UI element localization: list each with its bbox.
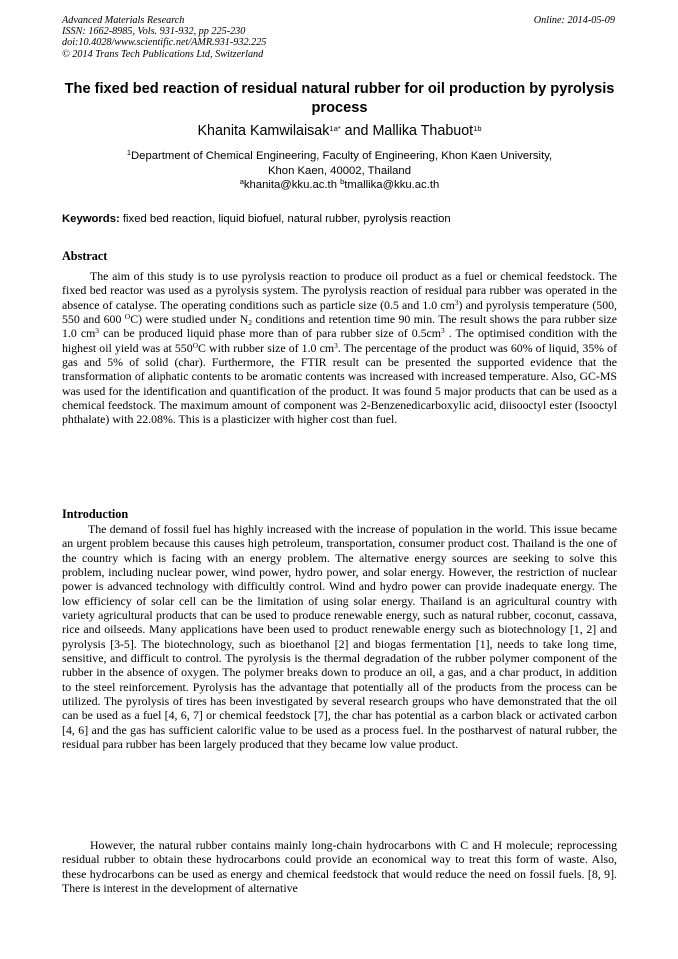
abstract-text: C with rubber size of 1.0 cm <box>198 340 335 355</box>
abstract-heading: Abstract <box>62 249 108 263</box>
paper-title: The fixed bed reaction of residual natural rubber for oil production by pyrolysis process <box>64 81 615 116</box>
abstract-text: conditions and retention time 90 min. The result shows the para rubber size 1.0 cm <box>62 312 618 341</box>
abstract-text: . The optimised condition with the highest oil yield was at 550 <box>62 326 617 355</box>
email-superscript: a <box>239 177 244 186</box>
affiliation-superscript: 1 <box>126 148 132 157</box>
author-name: Mallika Thabuot <box>372 123 474 139</box>
abstract-text: can be produced liquid phase more than of para rubber size of 0.5cm <box>99 326 441 341</box>
keywords <box>62 213 451 225</box>
affiliation-line <box>62 149 617 164</box>
superscript: 3 <box>454 297 459 307</box>
author-conjunction: and <box>340 123 373 139</box>
affiliation <box>62 149 617 193</box>
introduction-heading: Introduction <box>62 507 129 521</box>
abstract-text: ) and pyrolysis temperature (500, 550 and 600 <box>62 297 617 327</box>
subscript: 2 <box>248 318 253 328</box>
email-address: tmallika@kku.ac.th <box>344 179 440 191</box>
email-address: khanita@kku.ac.th <box>243 179 337 191</box>
abstract-text: C) were studied under N <box>130 312 249 327</box>
superscript: 3 <box>441 326 445 336</box>
journal-header <box>62 15 266 60</box>
superscript: O <box>192 340 199 350</box>
doi-line: doi:10.4028/www.scientific.net/AMR.931-932.225 <box>62 37 267 49</box>
abstract-text: . The percentage of the product was 60% of liquid, 35% of gas and 5% of solid (char). Furthermore, the FTIR result can be presented the supported evidence that the transformation of aliphatic contents to be aromatic contents was increased with increased temperature. Also, GC-MS was used for the identification and quantification of the product. It was found 5 major products that can be used as a chemical feedstock. The maximum amount of component was 2-Benzenedicarboxylic acid, diisooctyl ester (Isooctyl phthalate) with 22.08%. This is a plasticizer with higher cost than fuel. <box>62 340 618 427</box>
superscript: 3 <box>334 340 338 350</box>
online-date: Online: 2014-05-09 <box>533 15 615 26</box>
affiliation-line: Khon Kaen, 40002, Thailand <box>267 164 411 177</box>
affiliation-text: Department of Chemical Engineering, Faculty of Engineering, Khon Kaen University, <box>131 150 553 162</box>
introduction-paragraph: However, the natural rubber contains mainly long-chain hydrocarbons with C and H molecule; reprocessing residual rubber to obtain these hydrocarbons could provide an economical way to treat this form of waste. Also, these hydrocarbons can be used as energy and chemical feedstock that would reduce the need on fossil fuels. [8, 9]. There is interest in the development of alternative <box>62 838 617 896</box>
author-superscript: 1b <box>473 124 482 133</box>
email-line <box>62 178 617 193</box>
email-superscript: b <box>340 177 345 186</box>
superscript: 3 <box>95 326 100 336</box>
abstract-text: The aim of this study is to use pyrolysis reaction to produce oil product as a fuel or chemical feedstock. The fixed bed reactor was used as a pyrolysis system. The pyrolysis reaction of residual para rubber was operated in the absence of catalyse. The operating conditions such as particle size (0.5 and 1.0 cm <box>62 269 617 312</box>
keywords-label: Keywords: <box>62 213 120 225</box>
author-superscript: 1a* <box>329 124 341 133</box>
author-name: Khanita Kamwilaisak <box>197 123 330 139</box>
copyright-line: © 2014 Trans Tech Publications Ltd, Switzerland <box>62 48 264 60</box>
journal-name: Advanced Materials Research <box>62 15 185 26</box>
author-line <box>62 122 617 140</box>
abstract-body <box>62 269 617 427</box>
superscript: O <box>124 312 131 322</box>
keywords-text: fixed bed reaction, liquid biofuel, natural rubber, pyrolysis reaction <box>119 213 451 225</box>
issn-line: ISSN: 1662-8985, Vols. 931-932, pp 225-230 <box>62 26 246 38</box>
introduction-paragraph: The demand of fossil fuel has highly increased with the increase of population in the world. This issue became an urgent problem because this causes high petroleum, transportation, consumer product cost. Thailand is the one of the country which is facing with an energy problem. The alternative energy sources are seeking to solve this problem, including nuclear power, wind power, hydro power, and solar energy. However, the restriction of nuclear power is advanced technology with difficultly control. Wind and hydro power can provide inadequate energy. The low efficiency of solar cell can be the limitation of using solar energy. Thailand is an agricultural country with variety agricultural products that can be used to produce renewable energy, such as natural rubber, coconut, cassava, rice and oilseeds. Many applications have been used to product renewable energy such as biotechnology [1, 2] and pyrolysis [3-5]. The biotechnology, such as bioethanol [2] and biogas fermentation [1], needs to take long time, sensitive, and difficult to control. The pyrolysis is the thermal degradation of the rubber polymer component of the rubber in the absence of oxygen. The polymer breaks down to produce an oil, a gas, and a char product, in addition to the steel reinforcement. Pyrolysis has the advantage that potentially all of the products from the process can be utilized. The pyrolysis of tires has been investigated by several research groups who have demonstrated that the oil can be used as a fuel [4, 6, 7] or chemical feedstock [7], the char has potential as a carbon black or activated carbon [4, 6] and the gas has sufficient calorific value to be used as a process fuel. In the postharvest of natural rubber, the residual para rubber has been largely produced that they became low value product. <box>62 522 617 752</box>
